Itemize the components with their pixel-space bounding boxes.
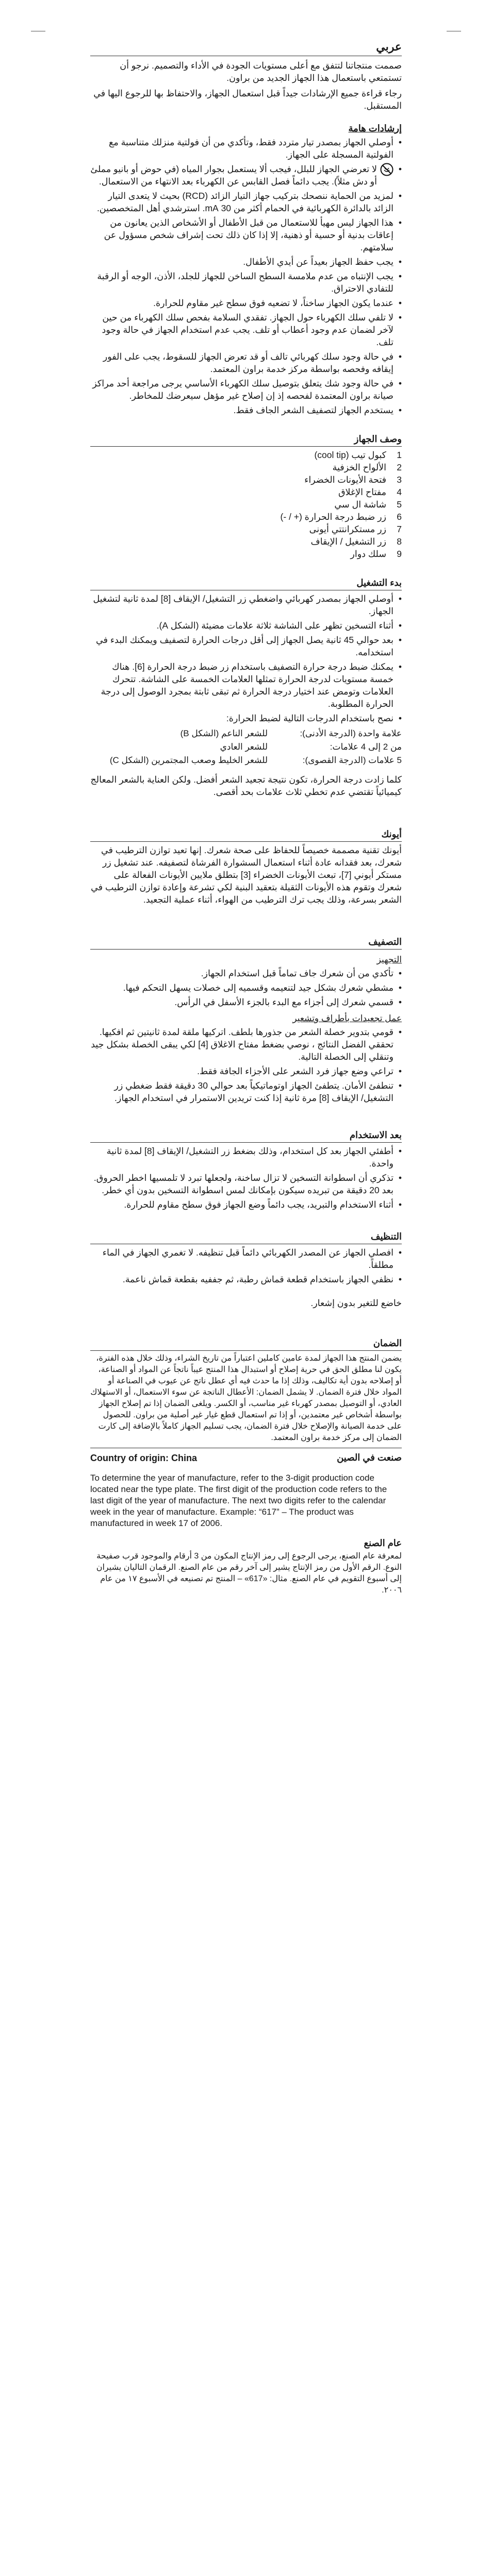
styling-curls-list bbox=[90, 1026, 402, 1104]
safety-list bbox=[90, 136, 402, 416]
list-item: • أثناء الاستخدام والتبريد، يجب دائماً وضع الجهاز فوق سطح مقاوم للحرارة. bbox=[90, 1198, 402, 1211]
operation-heading: بدء التشغيل bbox=[90, 578, 402, 590]
setting-row: من 2 إلى 4 علامات: للشعر العادي bbox=[220, 742, 402, 752]
list-item: • مشطي شعرك بشكل جيد لتنعيمه وقسميه إلى خصلات يسهل التحكم فيها. bbox=[90, 981, 402, 994]
list-item: • لا تلفي سلك الكهرباء حول الجهاز. تفقدي السلامة بفحص سلك الكهرباء من حين لآخر لضمان عدم وجود أعطاب أو تلف. يجب عدم استخدام الجهاز في حالة وجود تلف. bbox=[90, 311, 402, 348]
safety-heading: إرشادات هامة bbox=[348, 123, 402, 133]
styling-subheading: التجهيز bbox=[376, 955, 402, 964]
manufacture-year-text: لمعرفة عام الصنع، يرجى الرجوع إلى رمز الإنتاج المكون من 3 أرقام والموجود قرب صفيحة النوع. الرقم الأول من رمز الإنتاج يشير إلى آخر رقم من عام الصنع. الرقمان التاليان يشيران إلى أسبوع التقويم في عام الصنع. مثال: «617» – المنتج تم تصنيعه في الأسبوع ١٧ من عام ٢٠٠٦. bbox=[96, 1552, 402, 1595]
list-item: • تأكدي من أن شعرك جاف تماماً قبل استخدام الجهاز. bbox=[90, 967, 402, 979]
cleaning-list bbox=[90, 1246, 402, 1285]
list-item bbox=[90, 163, 402, 188]
change-notice: خاضع للتغير بدون إشعار. bbox=[310, 1298, 402, 1308]
part-item: 5 شاشة ال سي bbox=[334, 499, 402, 510]
origin-text-en: To determine the year of manufacture, refer to the 3-digit production code located near the type plate. The first digit of the production code refers to the last digit of the year of manufacture. The next two digits refer to the calendar week in the year of manufacture. Example: “617” – The product was manufactured in week 17 of 2006. bbox=[90, 1473, 387, 1528]
list-item: • تذكري أن اسطوانة التسخين لا تزال ساخنة، ولجعلها تبرد لا تلمسيها اخطر الحروق. بعد 20 دقيقة من تبريده سيكون بإمكانك لمس اسطوانة التسخين بدون أي خطر. bbox=[90, 1172, 402, 1196]
warranty-heading: الضمان bbox=[90, 1338, 402, 1351]
parts-list bbox=[90, 449, 402, 560]
styling-subheading-2: عمل تجعيدات بأطراف وتشعير bbox=[292, 1013, 402, 1023]
warranty-text: يضمن المنتج هذا الجهاز لمدة عامين كاملين اعتباراً من تاريخ الشراء، وذلك خلال هذه الفترة، يكون لنا مطلق الحق في حرية إصلاح أو استبدال هذا المنتج عيباً ناتجاً عن المواد أو الصناعة، أو إصلاحه بدون أية تكاليف، وذلك إذا ما حدث فيه أي عطل ناتج عن عيوب في الصناعة أو المواد خلال فترة الضمان. لا يشمل الضمان: الأعطال الناتجة عن سوء الاستعمال، أو الاستهلاك العادي، أو التوصيل بمصدر كهرباء غير مناسب، أو الكسر. ويلغى الضمان إذا تم إصلاح الجهاز بواسطة أشخاص غير معتمدين، أو إذا تم استعمال قطع غيار غير أصلية من براون. للحصول على خدمة الصيانة والإصلاح خلال فترة الضمان، يجب تسليم الجهاز كاملاً بالإضافة إلى كارت الضمان إلى مركز خدمة براون المعتمد. bbox=[90, 1354, 402, 1442]
styling-prep-list bbox=[90, 967, 402, 1008]
intro-text: صممت منتجاتنا لتتفق مع أعلى مستويات الجودة في الأداء والتصميم. نرجو أن تستمتعي باستعمال هذا الجهاز الجديد من براون. bbox=[120, 60, 402, 83]
no-water-icon bbox=[380, 163, 393, 176]
list-item: • بعد حوالي 45 ثانية يصل الجهاز إلى أقل درجات الحرارة لتصفيف ويمكنك البدء في استخدامه. bbox=[90, 634, 402, 658]
part-item: 6 زر ضبط درجة الحرارة (+ / -) bbox=[280, 512, 402, 522]
list-item: • قومي بتدوير خصلة الشعر من جذورها بلطف. اتركيها ملقة لمدة ثانيتين ثم افكيها. تحققي الفضل النتائج ، نوصي بضغط مفتاح الاغلاق [4] لكي يبقى الخصلة بشكل جيد وتنقلي إلى الخصلة التالية. bbox=[90, 1026, 402, 1063]
operation-list bbox=[90, 592, 402, 724]
part-item: 8 زر التشغيل / الإيقاف bbox=[310, 536, 402, 547]
list-item: • يستخدم الجهاز لتصفيف الشعر الجاف فقط. bbox=[90, 404, 402, 416]
list-item: • أطفئي الجهاز بعد كل استخدام، وذلك بضغط زر التشغيل/ الإيقاف [8] لمدة ثانية واحدة. bbox=[90, 1145, 402, 1170]
list-item-text: • لا تعرضي الجهاز للبلل، فيجب ألا يستعمل بجوار المياه (في حوض أو بانيو مملئ أو دش مثلاً). يجب دائماً فصل القابس عن الكهرباء بعد الانتهاء من الاستعمال. bbox=[90, 164, 377, 187]
manual-page bbox=[90, 40, 402, 2576]
list-item: • عندما يكون الجهاز ساخناً، لا تضعيه فوق سطح غير مقاوم للحرارة. bbox=[90, 297, 402, 309]
list-item: • لمزيد من الحماية ننصحك بتركيب جهاز التيار الزائد (RCD) بحيث لا يتعدى التيار الزائد بالدائرة الكهربائية في الحمام أكثر من 30 mA. استرشدي أهل المتخصصين. bbox=[90, 190, 402, 214]
setting-row: علامة واحدة (الدرجة الأدنى): للشعر الناعم (الشكل B) bbox=[180, 728, 402, 738]
temperature-settings bbox=[90, 727, 402, 766]
styling-heading: التصفيف bbox=[90, 937, 402, 950]
after-use-list bbox=[90, 1145, 402, 1211]
origin-heading-en: Country of origin: China bbox=[90, 1453, 197, 1463]
part-item: 7 زر مستكرانتتي أيونى bbox=[309, 524, 402, 534]
part-item: 3 فتحة الأيونات الخضراء bbox=[304, 474, 402, 485]
list-item: • يجب الإنتباه من عدم ملامسة السطح الساخن للجهاز للجلد، الأذن، الوجه أو الرقبة للتفادي الاحتراق. bbox=[90, 270, 402, 295]
intro-text-2: رجاء قراءة جميع الإرشادات جيداً قبل استعمال الجهاز، والاحتفاظ بها للرجوع اليها في المستقبل. bbox=[93, 88, 402, 111]
list-item: • نصح باستخدام الدرجات التالية لضبط الحرارة: bbox=[90, 712, 402, 724]
operation-note: كلما زادت درجة الحرارة، تكون نتيجة تجعيد الشعر أفضل. ولكن العناية بالشعر المعالج كيميائياً تقتضي عدم تخطي ثلاث علامات بحد أقصى. bbox=[90, 774, 402, 797]
ionic-heading: أيونك bbox=[90, 829, 402, 842]
cleaning-heading: التنظيف bbox=[90, 1231, 402, 1244]
part-item: 1 كبول تيب (cool tip) bbox=[314, 450, 402, 460]
part-item: 2 الألواح الخزفية bbox=[332, 462, 402, 472]
list-item: • افصلي الجهاز عن المصدر الكهربائي دائماً قبل تنظيفه. لا تغمري الجهاز في الماء مطلقاً. bbox=[90, 1246, 402, 1271]
list-item: • أوصلي الجهاز بمصدر تيار متردد فقط، وتأكدي من أن فولتية منزلك متناسبة مع الفولتية المسجلة على الجهاز. bbox=[90, 136, 402, 161]
origin-heading-ar: صنعت في الصين bbox=[337, 1452, 402, 1463]
ionic-text: أيونك تقنية مصممة خصيصاً للحفاظ على صحة شعرك. إنها تعيد توازن الترطيب في شعرك، بعد فقدانه عادة أثناء استعمال السشوارة الفرشاة لتصفيفه. عند تشغيل زر مستكر أيوني [7]، تبعث الأيونات الخضراء [3] بتطلق ملايين الأيونات الفعالة على شعرك وتقوم هذه الأيونات الثقيلة بتعقيد البنية لكي تشرعة وإعادة توازن الترطيب في الشعر بسرعة، وذلك يجب ترك الترطيب من الهواء، أثناء عملية التجعيد. bbox=[91, 845, 402, 905]
list-item: • يمكنك ضبط درجة حرارة التصفيف باستخدام زر ضبط درجة الحرارة [6]. هناك خمسة مستويات لدرجة الحرارة تمثلها العلامات الخمسة على الشاشة. تتحرك العلامات وتومض عند اختيار درجة الحرارة ثم تبقى ثابتة بمجرد الوصول إلى درجة الحرارة المطلوبة. bbox=[90, 660, 402, 710]
setting-row: 5 علامات (الدرجة القصوى): للشعر الخليط وصعب المجتمرين (الشكل C) bbox=[109, 755, 402, 765]
list-item: • هذا الجهاز ليس مهيأ للاستعمال من قبل الأطفال أو الأشخاص الذين يعانون من إعاقات بدنية أو حسية أو ذهنية، إلا إذا كان ذلك تحت إشراف شخص مسؤول عن سلامتهم. bbox=[90, 216, 402, 253]
after-use-heading: بعد الاستخدام bbox=[90, 1130, 402, 1143]
page-title: عربي bbox=[90, 40, 402, 56]
list-item: • في حالة وجود شك يتعلق بتوصيل سلك الكهرباء الأساسي يرجى مراجعة أحد مراكز صيانة براون المعتمدة لفحصه إذ إن إصلاح غير مؤهل سيعرضك للمخاطر. bbox=[90, 377, 402, 402]
list-item: • قسمي شعرك إلى أجزاء مع البدء بالجزء الأسفل في الرأس. bbox=[90, 996, 402, 1008]
list-item: • نظفي الجهاز باستخدام قطعة قماش رطبة، ثم جففيه بقطعة قماش ناعمة. bbox=[90, 1273, 402, 1285]
list-item: • أوصلي الجهاز بمصدر كهربائي واضغطي زر التشغيل/ الإيقاف [8] لمدة ثانية لتشغيل الجهاز. bbox=[90, 592, 402, 617]
list-item: • أثناء التسخين تظهر على الشاشة ثلاثة علامات مضيئة (الشكل A). bbox=[90, 619, 402, 632]
list-item: • في حالة وجود سلك كهربائي تالف أو قد تعرض الجهاز للسقوط، يجب على الفور إيقافه وفحصه بواسطة مركز خدمة براون المعتمد. bbox=[90, 350, 402, 375]
part-item: 4 مفتاح الإغلاق bbox=[338, 487, 402, 497]
list-item: • تنطفئ الأمان. يتطفئ الجهاز اوتوماتيكياً بعد حوالي 30 دقيقة فقط ضغطي زر التشغيل/ الإيقاف [8] مرة ثانية إذا كنت تريدين الاستمرار في استخدام الجهاز. bbox=[90, 1079, 402, 1104]
description-heading: وصف الجهاز bbox=[90, 434, 402, 447]
manufacture-year-heading: عام الصنع bbox=[364, 1538, 402, 1548]
list-item: • تراعي وضع جهاز فرد الشعر على الأجزاء الجافة فقط. bbox=[90, 1065, 402, 1077]
list-item: • يجب حفظ الجهاز بعيداً عن أيدي الأطفال. bbox=[90, 256, 402, 268]
part-item: 9 سلك دوار bbox=[350, 549, 402, 559]
